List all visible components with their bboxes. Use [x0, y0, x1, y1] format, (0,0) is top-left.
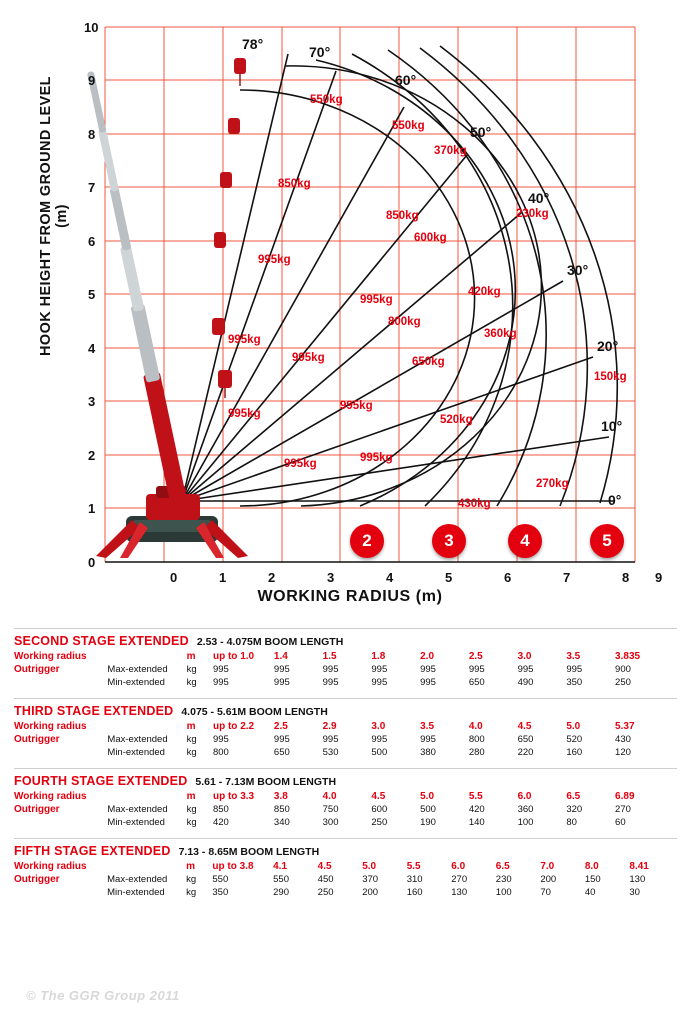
y-tick-8: 8	[88, 127, 96, 142]
x-tick-7: 7	[563, 570, 571, 585]
table-row-working-radius	[14, 720, 674, 733]
cell-capacity: 100	[517, 817, 534, 828]
row-sublabel: Min-extended	[107, 887, 165, 898]
cell-capacity: 850	[273, 804, 290, 815]
divider	[14, 698, 677, 699]
row-unit: kg	[186, 664, 197, 675]
x-tick-4: 4	[386, 570, 394, 585]
block-subtitle: 7.13 - 8.65M BOOM LENGTH	[178, 846, 320, 858]
table-row-working-radius	[14, 860, 674, 873]
table-row-working-radius	[14, 790, 674, 803]
capacity-label: 995kg	[284, 458, 317, 470]
cell-radius: 2.9	[322, 721, 337, 732]
stage-badge-5[interactable]: 5	[590, 524, 624, 558]
cell-capacity: 995	[212, 664, 229, 675]
cell-capacity: 220	[517, 747, 534, 758]
capacity-label: 550kg	[310, 94, 343, 106]
cell-capacity: 800	[212, 747, 229, 758]
cell-radius: 6.0	[517, 791, 532, 802]
cell-capacity: 995	[322, 664, 339, 675]
cell-capacity: 650	[273, 747, 290, 758]
angle-label-60: 60°	[395, 72, 417, 88]
cell-capacity: 995	[322, 677, 339, 688]
cell-capacity: 150	[584, 874, 601, 885]
cell-capacity: 250	[371, 817, 388, 828]
cell-radius: up to 3.3	[212, 791, 255, 802]
capacity-label: 995kg	[228, 408, 261, 420]
row-label-empty	[14, 816, 107, 829]
table-row-min-extended	[14, 886, 674, 899]
row-sublabel	[107, 650, 186, 663]
cell-radius: 3.8	[273, 791, 288, 802]
cell-capacity: 900	[615, 664, 631, 675]
cell-radius: 5.0	[420, 791, 435, 802]
row-label-empty	[14, 746, 107, 759]
cell-capacity: 380	[420, 747, 436, 758]
row-sublabel: Max-extended	[107, 734, 168, 745]
row-label: Working radius	[14, 861, 87, 872]
stage-badge-2[interactable]: 2	[350, 524, 384, 558]
x-tick-3: 3	[327, 570, 335, 585]
cell-capacity: 995	[273, 664, 290, 675]
cell-radius: 2.0	[420, 651, 435, 662]
cell-capacity: 300	[322, 817, 339, 828]
capacity-label: 550kg	[392, 120, 425, 132]
cell-radius: 6.0	[451, 861, 466, 872]
capacity-label: 600kg	[414, 232, 447, 244]
divider	[14, 628, 677, 629]
cell-radius: 8.41	[629, 861, 649, 872]
angle-label-40: 40°	[528, 190, 550, 206]
cell-radius: 5.5	[468, 791, 483, 802]
cell-capacity: 995	[273, 734, 290, 745]
cell-radius: 4.5	[317, 861, 332, 872]
table-row-working-radius	[14, 650, 674, 663]
cell-capacity: 80	[566, 817, 577, 828]
cell-radius: 3.0	[517, 651, 532, 662]
cell-capacity: 550	[212, 874, 229, 885]
capacity-label: 995kg	[360, 452, 393, 464]
row-unit: kg	[186, 817, 197, 828]
row-label: Outrigger	[14, 804, 60, 815]
cell-capacity: 750	[322, 804, 339, 815]
row-unit: m	[186, 651, 196, 662]
row-label-empty	[14, 886, 107, 899]
cell-capacity: 130	[451, 887, 468, 898]
capacity-label: 520kg	[440, 414, 473, 426]
y-tick-0: 0	[88, 555, 96, 570]
cell-capacity: 100	[495, 887, 512, 898]
row-sublabel: Min-extended	[107, 817, 165, 828]
x-tick-9: 9	[655, 570, 663, 585]
divider	[14, 838, 677, 839]
table-row-min-extended	[14, 676, 674, 689]
angle-label-78: 78°	[242, 36, 264, 52]
cell-capacity: 40	[584, 887, 596, 898]
cell-radius: 4.1	[273, 861, 288, 872]
cell-radius: 2.5	[468, 651, 483, 662]
cell-capacity: 420	[212, 817, 229, 828]
cell-radius: 6.5	[495, 861, 510, 872]
cell-capacity: 995	[273, 677, 290, 688]
angle-label-30: 30°	[567, 262, 589, 278]
row-label: Working radius	[14, 791, 87, 802]
capacity-label: 420kg	[468, 286, 501, 298]
capacity-label: 850kg	[278, 178, 311, 190]
stage-badge-4[interactable]: 4	[508, 524, 542, 558]
capacity-label: 800kg	[388, 316, 421, 328]
cell-radius: 7.0	[540, 861, 555, 872]
cell-capacity: 530	[322, 747, 339, 758]
y-tick-3: 3	[88, 394, 96, 409]
capacity-label: 995kg	[340, 400, 373, 412]
table-row-max-extended	[14, 873, 674, 886]
cell-capacity: 500	[371, 747, 388, 758]
cell-capacity: 800	[468, 734, 485, 745]
block-title: THIRD STAGE EXTENDED	[14, 704, 174, 718]
capacity-label: 430kg	[458, 498, 491, 510]
cell-capacity: 250	[317, 887, 334, 898]
angle-label-50: 50°	[470, 124, 492, 140]
row-unit: kg	[186, 887, 197, 898]
cell-radius: 5.5	[406, 861, 421, 872]
x-tick-0: 0	[170, 570, 178, 585]
cell-capacity: 130	[629, 874, 646, 885]
table-row-max-extended	[14, 663, 674, 676]
row-sublabel	[107, 720, 186, 733]
cell-radius: up to 2.2	[212, 721, 255, 732]
capacity-label: 995kg	[258, 254, 291, 266]
y-tick-7: 7	[88, 180, 96, 195]
cell-capacity: 520	[566, 734, 583, 745]
table-row-max-extended	[14, 733, 674, 746]
block-title: SECOND STAGE EXTENDED	[14, 634, 189, 648]
block-title: FOURTH STAGE EXTENDED	[14, 774, 188, 788]
capacity-label: 995kg	[292, 352, 325, 364]
y-tick-1: 1	[88, 501, 96, 516]
x-tick-1: 1	[219, 570, 227, 585]
cell-radius: up to 3.8	[212, 861, 254, 872]
cell-capacity: 995	[212, 677, 229, 688]
row-sublabel: Max-extended	[107, 874, 168, 885]
row-unit: kg	[186, 747, 197, 758]
cell-capacity: 290	[273, 887, 289, 898]
row-label: Outrigger	[14, 874, 60, 885]
y-tick-2: 2	[88, 448, 96, 463]
cell-radius: 5.37	[615, 721, 635, 732]
block-header	[14, 634, 677, 648]
row-unit: m	[186, 861, 195, 872]
table-block-fifth-stage	[0, 844, 691, 899]
angle-label-0: 0°	[608, 492, 622, 508]
cell-radius: 1.5	[322, 651, 337, 662]
cell-capacity: 350	[566, 677, 583, 688]
cell-capacity: 270	[615, 804, 631, 815]
x-tick-5: 5	[445, 570, 453, 585]
cell-capacity: 250	[615, 677, 631, 688]
block-header	[14, 844, 677, 858]
capacity-table	[14, 790, 674, 829]
table-block-fourth-stage	[0, 774, 691, 829]
cell-radius: 4.0	[322, 791, 337, 802]
angle-label-20: 20°	[597, 338, 619, 354]
block-title: FIFTH STAGE EXTENDED	[14, 844, 171, 858]
cell-capacity: 370	[362, 874, 379, 885]
row-label: Working radius	[14, 651, 87, 662]
capacity-label: 370kg	[434, 145, 467, 157]
cell-capacity: 995	[566, 664, 583, 675]
cell-radius: 6.89	[615, 791, 635, 802]
table-row-min-extended	[14, 746, 674, 759]
cell-capacity: 350	[212, 887, 229, 898]
y-tick-4: 4	[88, 341, 96, 356]
capacity-label: 995kg	[228, 334, 261, 346]
capacity-label: 650kg	[412, 356, 445, 368]
cell-capacity: 490	[517, 677, 534, 688]
row-unit: kg	[186, 734, 197, 745]
divider	[14, 768, 677, 769]
block-header	[14, 704, 677, 718]
cell-capacity: 140	[468, 817, 485, 828]
cell-capacity: 995	[420, 734, 436, 745]
cell-capacity: 995	[517, 664, 534, 675]
block-header	[14, 774, 677, 788]
cell-capacity: 995	[468, 664, 485, 675]
row-label-empty	[14, 676, 107, 689]
cell-capacity: 995	[371, 664, 388, 675]
row-sublabel: Max-extended	[107, 664, 168, 675]
cell-capacity: 200	[540, 874, 557, 885]
table-block-second-stage	[0, 634, 691, 689]
capacity-table	[14, 720, 674, 759]
x-tick-2: 2	[268, 570, 276, 585]
cell-radius: 6.5	[566, 791, 581, 802]
row-unit: kg	[186, 677, 197, 688]
cell-capacity: 280	[468, 747, 485, 758]
capacity-label: 360kg	[484, 328, 517, 340]
cell-radius: 4.5	[517, 721, 532, 732]
capacity-label: 150kg	[594, 371, 627, 383]
y-tick-5: 5	[88, 287, 96, 302]
y-tick-9: 9	[88, 73, 96, 88]
y-axis-label: HOOK HEIGHT FROM GROUND LEVEL (m)	[38, 76, 70, 356]
cell-capacity: 500	[420, 804, 436, 815]
cell-radius: 4.5	[371, 791, 386, 802]
cell-capacity: 200	[362, 887, 379, 898]
capacity-tables	[0, 628, 691, 908]
angle-label-10: 10°	[601, 418, 623, 434]
table-row-min-extended	[14, 816, 674, 829]
cell-radius: 1.8	[371, 651, 386, 662]
row-label: Working radius	[14, 721, 87, 732]
cell-radius: up to 1.0	[212, 651, 255, 662]
cell-capacity: 450	[317, 874, 334, 885]
row-unit: kg	[186, 804, 197, 815]
cell-capacity: 600	[371, 804, 388, 815]
cell-radius: 3.835	[615, 651, 641, 662]
row-label: Outrigger	[14, 734, 60, 745]
cell-radius: 1.4	[273, 651, 288, 662]
angle-label-70: 70°	[309, 44, 331, 60]
capacity-label: 850kg	[386, 210, 419, 222]
x-tick-8: 8	[622, 570, 630, 585]
cell-radius: 3.5	[420, 721, 435, 732]
cell-radius: 4.0	[468, 721, 483, 732]
stage-badge-3[interactable]: 3	[432, 524, 466, 558]
cell-capacity: 995	[212, 734, 229, 745]
table-block-third-stage	[0, 704, 691, 759]
table-row-max-extended	[14, 803, 674, 816]
cell-capacity: 995	[371, 677, 388, 688]
cell-capacity: 420	[468, 804, 485, 815]
cell-capacity: 995	[322, 734, 339, 745]
x-axis-label: WORKING RADIUS (m)	[257, 588, 443, 605]
cell-radius: 2.5	[273, 721, 288, 732]
row-sublabel: Max-extended	[107, 804, 168, 815]
y-tick-6: 6	[88, 234, 96, 249]
block-subtitle: 5.61 - 7.13M BOOM LENGTH	[195, 776, 337, 788]
cell-capacity: 850	[212, 804, 229, 815]
cell-capacity: 230	[495, 874, 512, 885]
cell-radius: 5.0	[362, 861, 377, 872]
capacity-label: 995kg	[360, 294, 393, 306]
cell-capacity: 160	[566, 747, 583, 758]
row-sublabel	[107, 790, 186, 803]
boom-length-arcs	[240, 46, 617, 506]
block-subtitle: 4.075 - 5.61M BOOM LENGTH	[181, 706, 328, 718]
cell-radius: 5.0	[566, 721, 581, 732]
cell-radius: 3.5	[566, 651, 581, 662]
cell-capacity: 650	[468, 677, 485, 688]
cell-radius: 8.0	[584, 861, 599, 872]
capacity-label: 230kg	[516, 208, 549, 220]
cell-capacity: 190	[420, 817, 436, 828]
row-label: Outrigger	[14, 664, 60, 675]
cell-capacity: 340	[273, 817, 290, 828]
y-tick-10: 10	[84, 20, 99, 35]
cell-capacity: 550	[273, 874, 289, 885]
copyright-notice: © The GGR Group 2011	[26, 988, 180, 1003]
cell-capacity: 120	[615, 747, 631, 758]
cell-radius: 3.0	[371, 721, 386, 732]
block-subtitle: 2.53 - 4.075M BOOM LENGTH	[196, 636, 344, 648]
capacity-table	[14, 650, 674, 689]
cell-capacity: 310	[406, 874, 423, 885]
row-unit: m	[186, 721, 196, 732]
row-sublabel	[107, 860, 186, 873]
cell-capacity: 995	[420, 664, 436, 675]
row-unit: kg	[186, 874, 197, 885]
cell-capacity: 430	[615, 734, 631, 745]
cell-capacity: 70	[540, 887, 551, 898]
cell-capacity: 995	[420, 677, 436, 688]
cell-capacity: 60	[615, 817, 626, 828]
capacity-table	[14, 860, 674, 899]
row-sublabel: Min-extended	[107, 677, 165, 688]
cell-capacity: 320	[566, 804, 583, 815]
cell-capacity: 995	[371, 734, 388, 745]
cell-capacity: 30	[629, 887, 640, 898]
cell-capacity: 360	[517, 804, 534, 815]
cell-capacity: 160	[406, 887, 423, 898]
capacity-label: 270kg	[536, 478, 569, 490]
x-tick-6: 6	[504, 570, 512, 585]
row-sublabel: Min-extended	[107, 747, 165, 758]
cell-capacity: 650	[517, 734, 534, 745]
cell-capacity: 270	[451, 874, 468, 885]
row-unit: m	[186, 791, 196, 802]
